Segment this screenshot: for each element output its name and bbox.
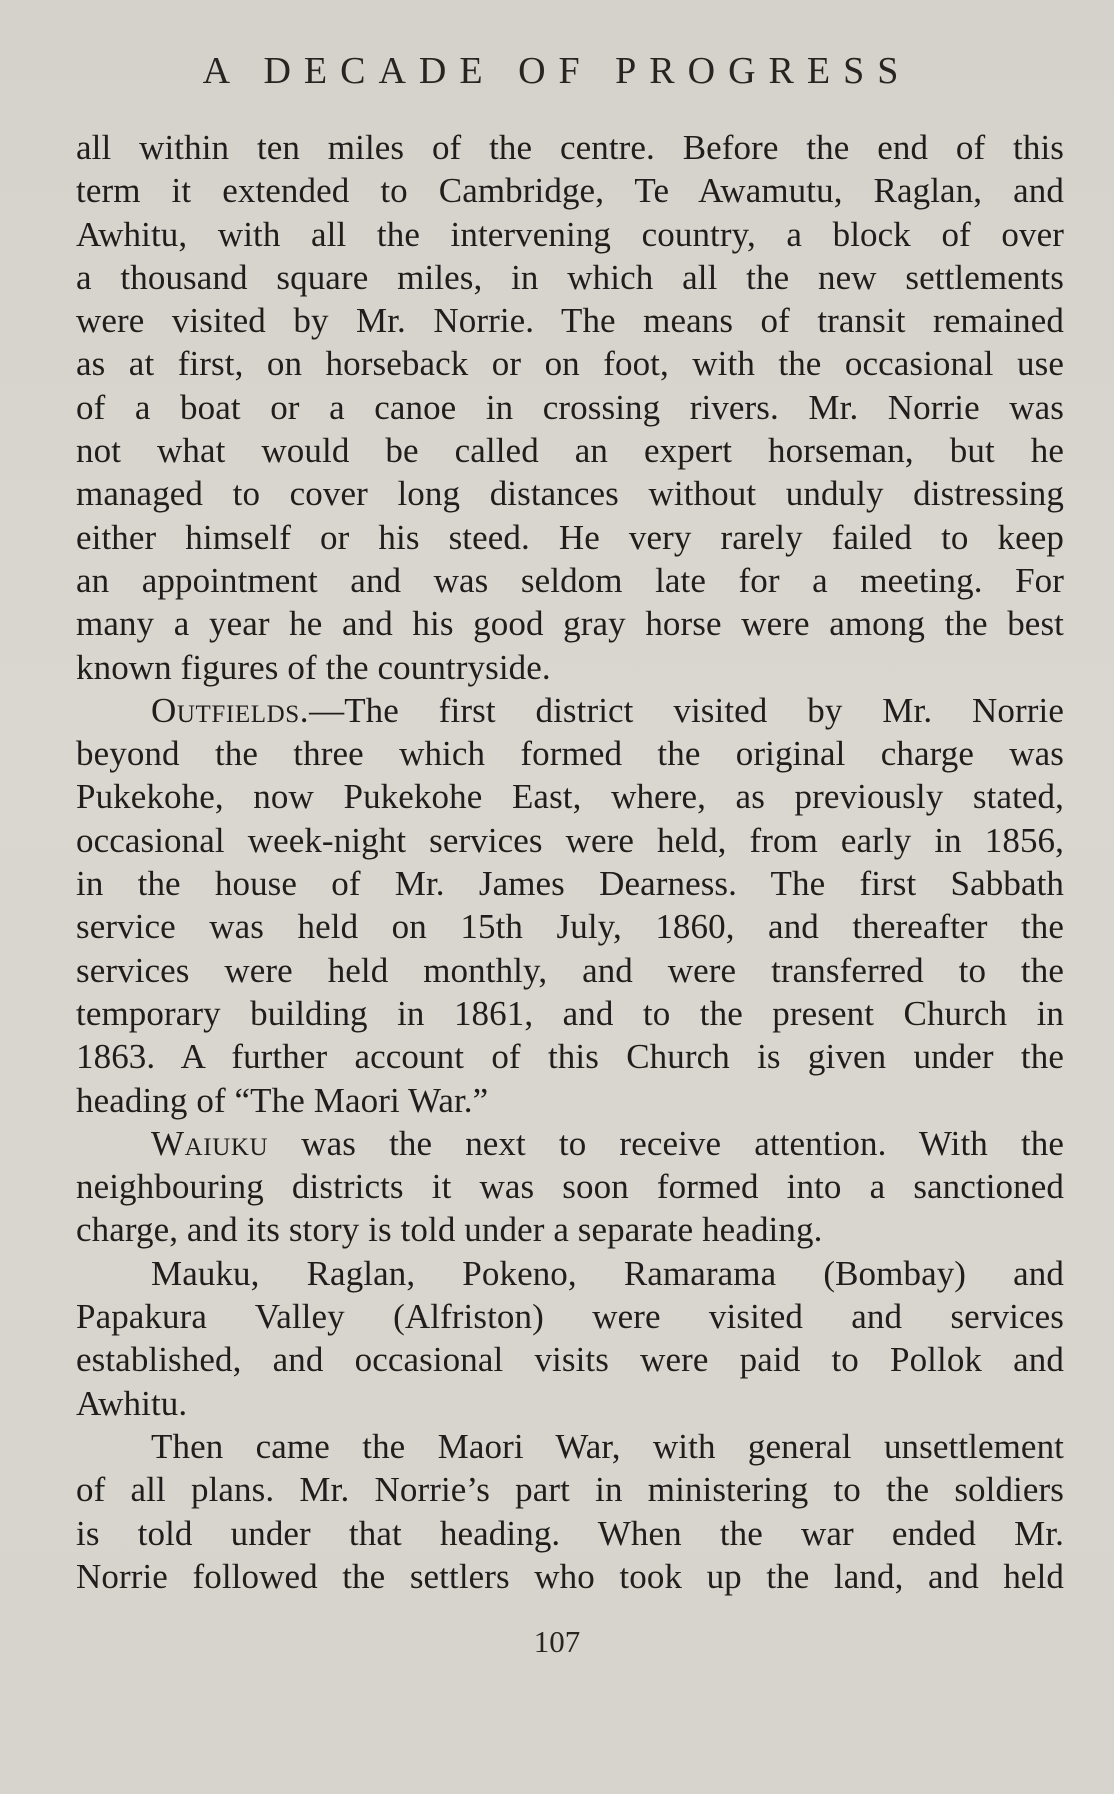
text-line: managed to cover long distances without unduly distressing	[76, 474, 1064, 514]
text-line: in the house of Mr. James Dearness. The first Sabbath	[76, 864, 1064, 904]
text-line: term it extended to Cambridge, Te Awamutu, Raglan, and	[76, 171, 1064, 211]
page-number: 107	[533, 1624, 581, 1659]
text-run: was the next to receive attention. With the	[268, 1123, 1064, 1163]
paragraph-waiuku-first-line	[76, 1122, 1064, 1165]
text-line: beyond the three which formed the original charge was	[76, 734, 1064, 774]
text-line: Then came the Maori War, with general unsettlement	[151, 1426, 1064, 1466]
section-heading-waiuku: Waiuku	[151, 1123, 269, 1163]
text-line: Mauku, Raglan, Pokeno, Ramarama (Bombay) and	[151, 1253, 1064, 1293]
text-line: of all plans. Mr. Norrie’s part in ministering to the soldiers	[76, 1470, 1064, 1510]
text-line: Pukekohe, now Pukekohe East, where, as previously stated,	[76, 777, 1064, 817]
text-line: known figures of the countryside.	[76, 647, 551, 687]
text-line: an appointment and was seldom late for a meeting. For	[76, 560, 1064, 600]
text-line: Norrie followed the settlers who took up the land, and held	[76, 1556, 1064, 1596]
text-line: all within ten miles of the centre. Before the end of this	[76, 128, 1064, 167]
text-line: neighbouring districts it was soon formed into a sanctioned	[76, 1167, 1064, 1207]
text-line: a thousand square miles, in which all the new settlements	[76, 257, 1064, 297]
text-line: Papakura Valley (Alfriston) were visited and services	[76, 1297, 1064, 1337]
text-run: —The first district visited by Mr. Norrie	[309, 690, 1064, 730]
text-line: established, and occasional visits were paid to Pollok and	[76, 1340, 1064, 1380]
text-line: as at first, on horseback or on foot, with the occasional use	[76, 344, 1064, 384]
text-line: of a boat or a canoe in crossing rivers. Mr. Norrie was	[76, 387, 1064, 427]
text-line: occasional week-night services were held, from early in 1856,	[76, 820, 1064, 860]
body-text	[76, 126, 1064, 1598]
section-heading-outfields: Outfields.	[151, 690, 310, 730]
text-line: Awhitu.	[76, 1383, 188, 1423]
text-line: services were held monthly, and were transferred to the	[76, 950, 1064, 990]
text-line: Awhitu, with all the intervening country, a block of over	[76, 214, 1064, 254]
text-line: heading of “The Maori War.”	[76, 1080, 489, 1120]
text-line: not what would be called an expert horseman, but he	[76, 431, 1064, 471]
running-head: A DECADE OF PROGRESS	[202, 50, 912, 92]
text-line: is told under that heading. When the war ended Mr.	[76, 1513, 1064, 1553]
paragraph-outfields-first-line	[76, 689, 1064, 732]
text-line: many a year he and his good gray horse were among the best	[76, 604, 1064, 644]
text-line: charge, and its story is told under a separate heading.	[76, 1210, 823, 1250]
text-line: were visited by Mr. Norrie. The means of transit remained	[76, 301, 1064, 341]
text-line: service was held on 15th July, 1860, and thereafter the	[76, 907, 1064, 947]
text-line: 1863. A further account of this Church is given under the	[76, 1037, 1064, 1077]
text-line: temporary building in 1861, and to the present Church in	[76, 993, 1064, 1033]
text-line: either himself or his steed. He very rarely failed to keep	[76, 517, 1064, 557]
